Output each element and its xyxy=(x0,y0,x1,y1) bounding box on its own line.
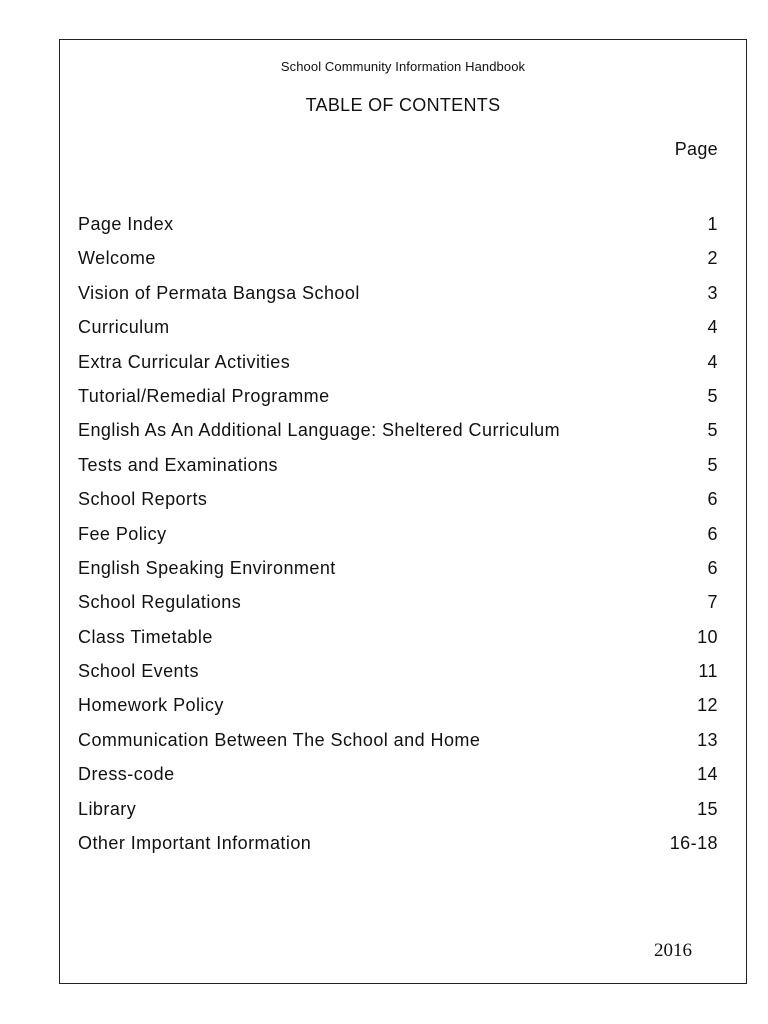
toc-entry-page: 3 xyxy=(707,282,718,303)
toc-entry-page: 11 xyxy=(698,661,718,682)
toc-entry-page: 15 xyxy=(697,798,718,819)
toc-entry xyxy=(78,517,718,551)
toc-entry xyxy=(78,207,718,241)
page-column-label: Page xyxy=(674,139,718,159)
toc-entry xyxy=(78,345,718,379)
toc-entry-page: 5 xyxy=(707,385,718,406)
toc-entry-page: 16-18 xyxy=(669,833,718,854)
toc-entry-title: Welcome xyxy=(78,248,156,269)
toc-entry-title: Other Important Information xyxy=(78,833,312,854)
toc-entry-title: Class Timetable xyxy=(78,626,213,647)
toc-entry-title: Communication Between The School and Home xyxy=(78,729,481,750)
toc-entry-title: Homework Policy xyxy=(78,695,224,716)
document-year: 2016 xyxy=(654,940,692,961)
document-page xyxy=(59,39,747,984)
toc-entry-page: 10 xyxy=(697,626,718,647)
toc-entry xyxy=(78,585,718,619)
toc-entry xyxy=(78,276,718,310)
toc-entry-title: Tests and Examinations xyxy=(78,454,278,475)
toc-entry-title: Fee Policy xyxy=(78,523,167,544)
toc-entry-page: 12 xyxy=(697,695,718,716)
toc-entry xyxy=(78,826,718,860)
toc-entry xyxy=(78,241,718,275)
toc-entry xyxy=(78,482,718,516)
toc-entry-page: 14 xyxy=(697,764,718,785)
handbook-title: School Community Information Handbook xyxy=(280,59,526,74)
toc-entry-title: School Reports xyxy=(78,489,208,510)
toc-entry-page: 6 xyxy=(707,523,718,544)
toc-title: TABLE OF CONTENTS xyxy=(305,95,501,115)
toc-entry-page: 5 xyxy=(707,454,718,475)
toc-entry-title: School Events xyxy=(78,661,199,682)
toc-entry-page: 13 xyxy=(697,729,718,750)
toc-entry-page: 6 xyxy=(707,557,718,578)
toc-entry-title: Library xyxy=(78,798,137,819)
toc-entry-title: School Regulations xyxy=(78,592,242,613)
toc-entry-title: Dress-code xyxy=(78,764,175,785)
toc-entry-page: 4 xyxy=(707,351,718,372)
toc-entry xyxy=(78,723,718,757)
toc-entry-title: Tutorial/Remedial Programme xyxy=(78,385,330,406)
toc-entry-title: Curriculum xyxy=(78,317,170,338)
toc-entry-page: 4 xyxy=(707,317,718,338)
toc-entry-page: 2 xyxy=(707,248,718,269)
toc-entry xyxy=(78,620,718,654)
toc-entry xyxy=(78,757,718,791)
toc-entry xyxy=(78,792,718,826)
toc-entry-page: 7 xyxy=(707,592,718,613)
toc-entry-title: Page Index xyxy=(78,214,174,234)
toc-entry-title: Extra Curricular Activities xyxy=(78,351,291,372)
toc-entry-title: Vision of Permata Bangsa School xyxy=(78,282,360,303)
toc-entry-page: 6 xyxy=(707,489,718,510)
toc-entry xyxy=(78,310,718,344)
toc-entry xyxy=(78,551,718,585)
table-of-contents xyxy=(78,207,718,860)
toc-entry xyxy=(78,413,718,447)
toc-entry-page: 1 xyxy=(707,214,718,234)
toc-entry-title: English Speaking Environment xyxy=(78,557,336,578)
toc-entry xyxy=(78,379,718,413)
toc-entry-title: English As An Additional Language: Sheltered Curriculum xyxy=(78,420,561,441)
toc-entry-page: 5 xyxy=(707,420,718,441)
toc-entry xyxy=(78,688,718,722)
toc-entry xyxy=(78,448,718,482)
toc-entry xyxy=(78,654,718,688)
